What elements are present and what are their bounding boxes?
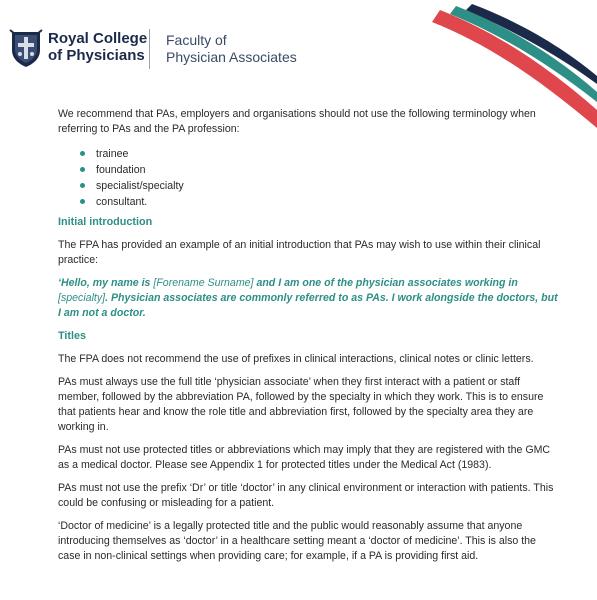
titles-paragraph: PAs must not use the prefix ‘Dr’ or title ‘doctor’ in any clinical environment or interaction with patients. This could be confusing or misleading for a patient. [58,482,554,509]
terminology-list [58,147,558,209]
quote-text: . Physician associates are commonly referred to as PAs. I work alongside the doctors, but I am not a doctor. [58,292,558,319]
quote-text: ‘Hello, my name is [58,277,154,289]
titles-paragraph: PAs must always use the full title ‘physician associate’ when they first interact with a patient or staff member, followed by the abbreviation PA, followed by the specialty in which they work. This is to ensure that patients hear and know the role title and abbreviation first, followed by the specialty area they are working in. [58,376,544,433]
fpa-wordmark [166,32,297,66]
list-item [80,195,558,209]
section-heading-titles: Titles [58,330,87,342]
term-text: specialist/specialty [96,180,184,192]
titles-paragraph: The FPA does not recommend the use of prefixes in clinical interactions, clinical notes or clinic letters. [58,353,534,365]
list-item [80,163,558,177]
example-introduction-quote [58,276,558,321]
bullet-icon [80,199,85,204]
term-text: trainee [96,148,129,160]
titles-paragraph: PAs must not use protected titles or abbreviations which may imply that they are registered with the GMC as a medical doctor. Please see Appendix 1 for protected titles under the Medical Act (1983). [58,444,551,471]
quote-text: and I am one of the physician associates working in [253,277,518,289]
intro-paragraph: We recommend that PAs, employers and organisations should not use the following terminology when referring to PAs and the PA profession: [58,108,536,135]
initial-introduction-paragraph: The FPA has provided an example of an initial introduction that PAs may wish to use within their clinical practice: [58,239,541,266]
titles-paragraph: ‘Doctor of medicine’ is a legally protected title and the public would reasonably assume that anyone introducing themselves as ‘doctor’ in a healthcare setting meant a ‘doctor of medicine’. This is also the case in non-clinical settings when providing care; for example, if a PA is providing first aid. [58,520,536,562]
fpa-line1: Faculty of [166,32,227,48]
list-item [80,179,558,193]
term-text: consultant. [96,196,148,208]
rcp-line1: Royal College [48,30,148,47]
rcp-line2: of Physicians [48,47,145,64]
bullet-icon [80,167,85,172]
bullet-icon [80,183,85,188]
section-heading-initial-introduction: Initial introduction [58,216,153,228]
term-text: foundation [96,164,146,176]
rcp-crest-logo [9,28,43,68]
bullet-icon [80,151,85,156]
document-body [58,107,558,572]
rcp-wordmark [48,30,147,64]
logo-divider [149,29,150,69]
list-item [80,147,558,161]
quote-placeholder-name: [Forename Surname] [153,277,254,289]
fpa-line2: Physician Associates [166,49,297,65]
letterhead [0,0,597,100]
quote-placeholder-specialty: [specialty] [58,292,106,304]
